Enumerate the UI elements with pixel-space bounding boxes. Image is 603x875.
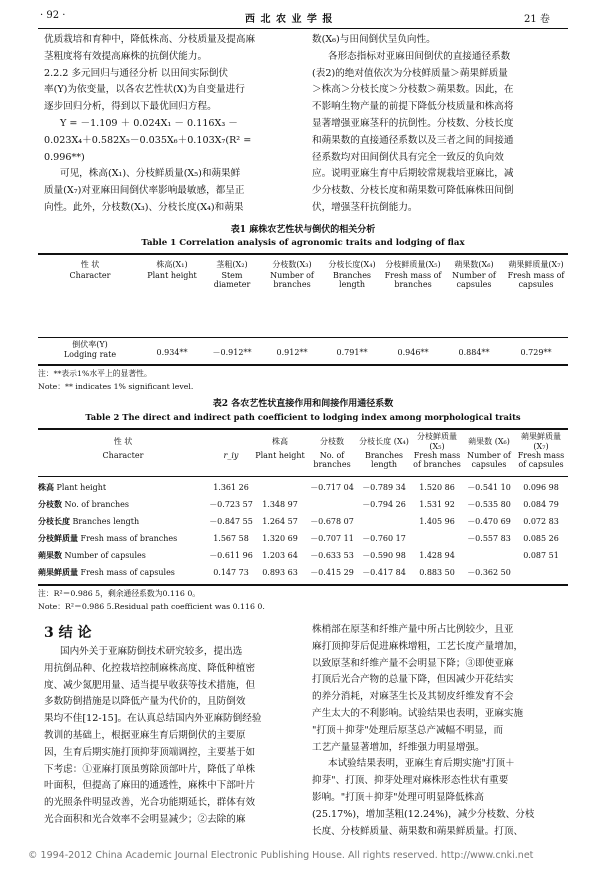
- t2-cell: －0.557 83: [467, 534, 511, 543]
- t2-cell: －0.789 34: [362, 483, 406, 492]
- t1-cell: 0.729**: [520, 348, 552, 357]
- text-line: 的养分消耗，对麻茎生长及其韧皮纤维发育不会: [312, 691, 514, 703]
- t1-header-cn: 蒴果鲜质量(X₇): [508, 259, 564, 269]
- t2-cell: －0.611 96: [209, 551, 253, 560]
- t2-cell: 0.147 73: [213, 568, 249, 577]
- table-row: [38, 479, 568, 496]
- text-line: 和蒴果数的直接通径系数以及三者之间的间接通: [312, 134, 514, 146]
- t2-cell: 1.531 92: [419, 500, 455, 509]
- copyright-footer: © 1994-2012 China Academic Journal Electronic Publishing House. All rights reserved. http://www.cnki.net: [28, 850, 534, 861]
- t2-header-cn: 性 状: [113, 436, 133, 446]
- t1-header-en: Number of capsules: [452, 271, 496, 289]
- t1-header-en: Branches length: [332, 271, 372, 289]
- t2-cell: 1.348 97: [262, 500, 298, 509]
- t2-header-cn: 蒴果鲜质量 (X₇): [521, 432, 561, 451]
- t1-cell: 0.934**: [156, 348, 188, 357]
- text-line: 工艺产量显著增加，纤维强力明显增强。: [312, 741, 485, 753]
- t2-row-label-en: Number of capsules: [64, 551, 146, 560]
- t2-cell: [514, 564, 568, 581]
- t2-cell: －0.470 69: [467, 517, 511, 526]
- table2-mid-rule: [38, 476, 568, 477]
- text-line: 向性。此外，分枝数(X₃)、分枝长度(X₄)和蒴果: [44, 201, 244, 213]
- t2-cell: 0.087 51: [523, 551, 559, 560]
- t2-row-label-en: No. of branches: [64, 500, 129, 509]
- text-line: 2.2.2 多元回归与通径分析 以田间实际倒伏: [44, 67, 229, 79]
- t2-cell: [410, 530, 464, 547]
- table1-note-cn: 注：**表示1%水平上的显著性。: [38, 369, 152, 378]
- t2-row-label-cn: 分枝长度: [38, 516, 70, 526]
- t2-cell: －0.590 98: [362, 551, 406, 560]
- t1-header-en: Plant height: [147, 271, 197, 280]
- t2-header-cn: 分枝鲜质量 (X₅): [417, 432, 457, 451]
- journal-title: 西 北 农 业 学 报: [245, 14, 334, 25]
- t2-header-en: No. of branches: [313, 451, 351, 469]
- text-line: 用抗倒品种、化控栽培控制麻株高度、降低种植密: [44, 662, 256, 674]
- t2-header-en: Number of capsules: [467, 451, 511, 469]
- text-line: 因，生育后期实施打顶抑芽顶端调控，主要基于如: [44, 746, 256, 758]
- t2-cell: 0.084 79: [523, 500, 559, 509]
- table-row: [38, 564, 568, 581]
- t1-cell: 0.946**: [397, 348, 429, 357]
- text-line: 茎粗度将有效提高麻株的抗倒伏能力。: [44, 50, 208, 62]
- t2-header-en: Character: [102, 451, 144, 460]
- t2-row-label-en: Plant height: [56, 483, 107, 492]
- table1: [38, 257, 568, 291]
- text-line: 本试验结果表明，亚麻生育后期实施"打顶＋: [328, 758, 515, 770]
- t1-cell: －0.912**: [212, 348, 252, 357]
- t1-header-cn: 分枝数(X₃): [272, 259, 312, 269]
- text-line: 光合面积和光合效率不会明显减少；②去除的麻: [44, 813, 246, 825]
- table1-note-en: Note：** indicates 1% significant level.: [38, 382, 194, 391]
- text-line: 数(X₆)与田间倒伏呈负向性。: [312, 34, 436, 45]
- t2-cell: 0.893 63: [262, 568, 298, 577]
- t2-cell: －0.847 55: [209, 517, 253, 526]
- page-number: · 92 ·: [40, 10, 66, 21]
- text-line: 国内外关于亚麻防倒技术研究较多，提出选: [60, 646, 243, 657]
- text-line: 应。说明亚麻生育中后期较常规栽培亚麻比，减: [312, 168, 514, 180]
- text-line: 各形态指标对亚麻田间倒伏的直接通径系数: [328, 50, 511, 62]
- table2-top-rule: [38, 428, 568, 430]
- t1-header-cn: 分枝长度(X₄): [328, 259, 376, 269]
- table2-caption-cn: 表2 各农艺性状直接作用和间接作用通径系数: [212, 399, 394, 409]
- t1-header-cn: 茎粗(X₂): [216, 259, 248, 269]
- text-line: 影响。"打顶＋抑芽"处理可明显降低株高: [312, 791, 484, 803]
- table2-caption-en: Table 2 The direct and indirect path coefficient to lodging index among morphological traits: [85, 412, 521, 422]
- t1-row-label-cn: 倒伏率(Y): [72, 340, 108, 349]
- t2-row-label: [38, 564, 208, 581]
- text-line: 下考虑：①亚麻打顶虽剪除顶部叶片，降低了单株: [44, 763, 256, 775]
- t1-cell: 0.791**: [336, 348, 368, 357]
- t2-header-cn: 株高: [272, 436, 288, 446]
- t2-cell: －0.717 04: [310, 483, 354, 492]
- t2-row-label-cn: 分枝鲜质量: [38, 533, 78, 543]
- t2-row-label: [38, 530, 208, 547]
- right-column-bottom: [312, 622, 570, 840]
- section-title: 3 结 论: [44, 625, 92, 641]
- right-column-top: [312, 32, 570, 217]
- t2-cell: 1.520 86: [419, 483, 455, 492]
- t1-header-en: Stem diameter: [213, 271, 251, 289]
- t1-header-en: Fresh mass of branches: [384, 271, 442, 289]
- text-line: 果均不佳[12-15]。在认真总结国内外亚麻防倒经验: [44, 713, 262, 725]
- t2-cell: 1.405 96: [419, 517, 455, 526]
- t2-header-cn: 分枝数: [320, 436, 344, 446]
- header-rule: [38, 28, 568, 29]
- t2-header-en: Plant height: [255, 451, 305, 460]
- t2-cell: 1.361 26: [213, 483, 249, 492]
- t2-row-label: [38, 479, 208, 496]
- t1-header-cn: 分枝鲜质量(X₅): [385, 259, 441, 269]
- table-row: [38, 513, 568, 530]
- t2-cell: [306, 496, 358, 513]
- table-row: [38, 547, 568, 564]
- text-line: ＞株高＞分枝长度＞分枝数＞蒴果数。因此，在: [312, 84, 514, 96]
- t2-row-label: [38, 513, 208, 530]
- text-line: 度、减少氮肥用量、适当提早收获等技术措施，但: [44, 679, 256, 691]
- table-row: [38, 496, 568, 513]
- table1-caption-en: Table 1 Correlation analysis of agronomic traits and lodging of flax: [141, 238, 465, 248]
- text-line: 优质栽培和育种中，降低株高、分枝质量及提高麻: [44, 34, 256, 45]
- table1-caption-cn: 表1 麻株农艺性状与倒伏的相关分析: [230, 225, 376, 235]
- t2-cell: －0.417 84: [362, 568, 406, 577]
- t2-cell: 1.203 64: [262, 551, 298, 560]
- t1-header-en: Number of branches: [270, 271, 314, 289]
- t2-row-label-cn: 分枝数: [38, 499, 62, 509]
- t2-header-en: r_iy: [223, 451, 239, 460]
- text-line: 麻打顶抑芽后促进麻株增粗，工艺长度产量增加，: [312, 640, 524, 652]
- t2-cell: 0.883 50: [419, 568, 455, 577]
- t2-row-label-en: Fresh mass of capsules: [80, 568, 175, 577]
- table1-mid-rule: [38, 337, 568, 338]
- t2-cell: －0.535 80: [467, 500, 511, 509]
- t1-header-en: Fresh mass of capsules: [507, 271, 565, 289]
- table1-top-rule: [38, 253, 568, 255]
- text-line: 显著增强亚麻茎秆的抗倒性。分枝数、分枝长度: [312, 117, 514, 129]
- t2-header-cn: [208, 431, 254, 451]
- left-column-top: [44, 32, 300, 217]
- t1-row-label-en: Lodging rate: [63, 350, 117, 359]
- t2-row-label: [38, 496, 208, 513]
- text-line: 不影响生物产量的前提下降低分枝质量和株高将: [312, 101, 514, 113]
- t2-header-en: Fresh mass of branches: [413, 451, 461, 469]
- t1-header-cn: 蒴果数(X₆): [454, 259, 494, 269]
- t1-row-label: [38, 339, 142, 359]
- t2-cell: －0.541 10: [467, 483, 511, 492]
- text-line: (表2)的绝对值依次为分枝鲜质量＞蒴果鲜质量: [312, 67, 508, 79]
- equation-line: 0.023X₄＋0.582X₅－0.035X₆＋0.103X₇(R² =: [44, 134, 252, 146]
- t2-cell: 1.567 58: [213, 534, 249, 543]
- text-line: 逐步回归分析，得到以下最优回归方程。: [44, 101, 217, 113]
- t2-header-cn: 蒴果数 (X₆): [468, 436, 510, 446]
- t2-cell: －0.415 29: [310, 568, 354, 577]
- t2-cell: 0.096 98: [523, 483, 559, 492]
- t2-cell: －0.362 50: [467, 568, 511, 577]
- text-line: 多数防倒措施是以降低产量为代价的，且防倒效: [44, 696, 246, 708]
- t2-cell: －0.760 17: [362, 534, 406, 543]
- t2-row-label-cn: 蒴果鲜质量: [38, 567, 78, 577]
- text-line: 的光照条件明显改善，光合功能期延长，群体有效: [44, 797, 256, 809]
- t1-header-cn: 株高(X₁): [156, 259, 188, 269]
- t2-cell: 1.428 94: [419, 551, 455, 560]
- t2-cell: 0.072 83: [523, 517, 559, 526]
- t2-cell: [358, 513, 410, 530]
- table2-bottom-rule: [38, 584, 568, 586]
- volume-label: 21 卷: [524, 14, 550, 25]
- t2-cell: 1.264 57: [262, 517, 298, 526]
- table1-bottom-rule: [38, 364, 568, 366]
- text-line: 伏，增强茎秆抗倒能力。: [312, 201, 418, 213]
- t2-row-label-en: Branches length: [72, 517, 140, 526]
- equation-line: 0.996**): [44, 151, 85, 163]
- t1-header-cn: 性 状: [80, 259, 100, 269]
- t2-row-label: [38, 547, 208, 564]
- t2-row-label-en: Fresh mass of branches: [80, 534, 178, 543]
- t2-row-label-cn: 蒴果数: [38, 550, 62, 560]
- t2-cell: －0.723 57: [209, 500, 253, 509]
- text-line: 率(Y)为依变量，以各农艺性状(X)为自变量进行: [44, 84, 245, 96]
- t2-cell: [254, 479, 306, 496]
- text-line: 产生太大的不利影响。试验结果也表明，亚麻实施: [312, 707, 524, 719]
- table1-values: [142, 347, 568, 358]
- text-line: 长度、分枝鲜质量、蒴果数和蒴果鲜质量。打顶、: [312, 825, 524, 837]
- table-row: [38, 530, 568, 547]
- table2-note-cn: 注：R²＝0.986 5，剩余通径系数为0.116 0。: [38, 589, 201, 598]
- t2-header-en: Fresh mass of capsules: [517, 451, 565, 469]
- text-line: 打顶后光合产物的总量下降，但因减少开花结实: [312, 674, 514, 686]
- t2-header-cn: 分枝长度 (X₄): [359, 436, 409, 446]
- t2-cell: [464, 547, 514, 564]
- text-line: "打顶＋抑芽"处理后原茎总产减幅不明显，而: [312, 724, 504, 736]
- equation-line: Y = －1.109 ＋ 0.024X₁ － 0.116X₃ －: [60, 117, 238, 129]
- t2-cell: －0.707 11: [310, 534, 354, 543]
- table2-header: [38, 431, 568, 475]
- text-line: 径系数均对田间倒伏具有完全一致反的负向效: [312, 151, 504, 163]
- t2-cell: 0.085 26: [523, 534, 559, 543]
- text-line: 质量(X₇)对亚麻田间倒伏率影响最敏感，都呈正: [44, 185, 245, 197]
- text-line: (25.17%)，增加茎粗(12.24%)，减少分枝数、分枝: [312, 808, 535, 820]
- text-line: 株梢部在原茎和纤维产量中所占比例较少，且亚: [312, 624, 514, 635]
- t2-cell: －0.678 07: [310, 517, 354, 526]
- table2-body: [38, 479, 568, 581]
- t2-cell: －0.794 26: [362, 500, 406, 509]
- t2-row-label-cn: 株高: [38, 482, 54, 492]
- t2-header-en: Branches length: [364, 451, 404, 469]
- t1-header-en: Character: [69, 271, 111, 280]
- left-column-bottom: [44, 644, 300, 829]
- text-line: 叶面积，但提高了麻田的通透性，麻株中下部叶片: [44, 780, 256, 792]
- table2-note-en: Note：R²＝0.986 5.Residual path coefficient was 0.116 0.: [38, 602, 265, 611]
- text-line: 以致原茎和纤维产量不会明显下降；③即使亚麻: [312, 657, 514, 669]
- text-line: 教训的基础上，根据亚麻生育后期倒伏的主要原: [44, 729, 246, 741]
- t2-cell: －0.633 53: [310, 551, 354, 560]
- t1-cell: 0.912**: [276, 348, 308, 357]
- text-line: 可见，株高(X₁)、分枝鲜质量(X₅)和蒴果鲜: [60, 168, 241, 180]
- text-line: 抑芽"、打顶、抑芽处理对麻株形态性状有重要: [312, 775, 509, 787]
- t1-cell: 0.884**: [458, 348, 490, 357]
- t2-cell: 1.320 69: [262, 534, 298, 543]
- text-line: 少分枝数、分枝长度和蒴果数可降低麻株田间倒: [312, 185, 514, 197]
